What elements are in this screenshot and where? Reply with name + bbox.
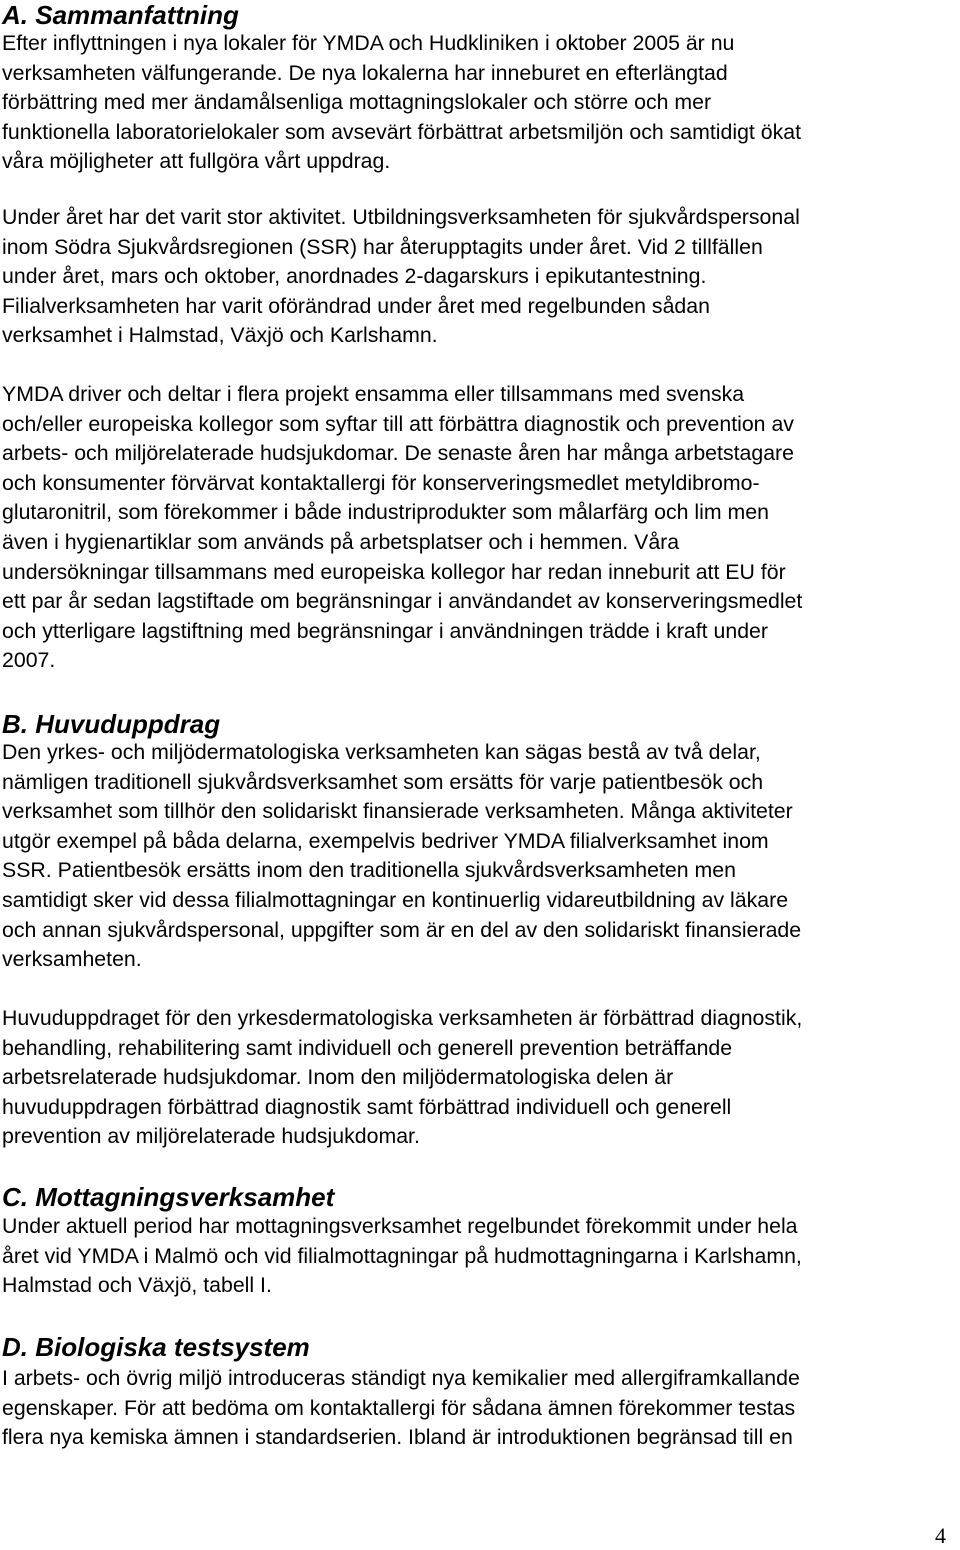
text-line: nämligen traditionell sjukvårdsverksamhet som ersätts för varje patientbesök och bbox=[2, 769, 764, 794]
section-a-paragraph-1 bbox=[2, 29, 960, 177]
text-line: året vid YMDA i Malmö och vid filialmottagningar på hudmottagningarna i Karlshamn, bbox=[2, 1243, 802, 1268]
text-line: och annan sjukvårdspersonal, uppgifter som är en del av den solidariskt finansierade bbox=[2, 917, 802, 942]
text-line: undersökningar tillsammans med europeiska kollegor har redan inneburit att EU för bbox=[2, 559, 786, 584]
section-heading-d: D. Biologiska testsystem bbox=[2, 1332, 310, 1362]
text-line: arbetsrelaterade hudsjukdomar. Inom den miljödermatologiska delen är bbox=[2, 1065, 674, 1090]
text-line: under året, mars och oktober, anordnades 2-dagarskurs i epikutantestning. bbox=[2, 264, 707, 289]
text-line: verksamhet i Halmstad, Växjö och Karlshamn. bbox=[2, 323, 438, 348]
text-line: huvuduppdragen förbättrad diagnostik samt förbättrad individuell och generell bbox=[2, 1094, 732, 1119]
section-heading-a: A. Sammanfattning bbox=[2, 0, 239, 30]
text-line: Under aktuell period har mottagningsverksamhet regelbundet förekommit under hela bbox=[2, 1214, 798, 1238]
text-line: förbättring med mer ändamålsenliga mottagningslokaler och större och mer bbox=[2, 90, 712, 115]
text-line: ett par år sedan lagstiftade om begränsningar i användandet av konserveringsmedlet bbox=[2, 589, 803, 614]
section-a-paragraph-2 bbox=[2, 203, 960, 351]
text-line: Den yrkes- och miljödermatologiska verksamheten kan sägas bestå av två delar, bbox=[2, 740, 761, 764]
text-line: även i hygienartiklar som används på arbetsplatser och i hemmen. Våra bbox=[2, 529, 680, 554]
section-c-paragraph-1 bbox=[2, 1212, 960, 1301]
text-line: flera nya kemiska ämnen i standardserien. Ibland är introduktionen begränsad till en bbox=[2, 1425, 793, 1450]
text-line: Under året har det varit stor aktivitet. Utbildningsverksamheten för sjukvårdspersonal bbox=[2, 205, 800, 229]
section-heading-c: C. Mottagningsverksamhet bbox=[2, 1182, 335, 1212]
text-line: Huvuduppdraget för den yrkesdermatologiska verksamheten är förbättrad diagnostik, bbox=[2, 1006, 803, 1030]
section-d-paragraph-1 bbox=[2, 1364, 960, 1453]
text-line: SSR. Patientbesök ersätts inom den traditionella sjukvårdsverksamheten men bbox=[2, 858, 736, 883]
text-line: Filialverksamheten har varit oförändrad under året med regelbunden sådan bbox=[2, 293, 710, 318]
text-line: samtidigt sker vid dessa filialmottagningar en kontinuerlig vidareutbildning av läkare bbox=[2, 887, 789, 912]
section-b-paragraph-2 bbox=[2, 1004, 960, 1152]
text-line: våra möjligheter att fullgöra vårt uppdrag. bbox=[2, 149, 391, 174]
text-line: och/eller europeiska kollegor som syftar till att förbättra diagnostik och prevention av bbox=[2, 411, 794, 436]
text-line: behandling, rehabilitering samt individuell och generell prevention beträffande bbox=[2, 1035, 733, 1060]
text-line: inom Södra Sjukvårdsregionen (SSR) har återupptagits under året. Vid 2 tillfällen bbox=[2, 234, 763, 259]
text-line: verksamheten. bbox=[2, 947, 142, 972]
text-line: utgör exempel på båda delarna, exempelvis bedriver YMDA filialverksamhet inom bbox=[2, 828, 769, 853]
text-line: verksamhet som tillhör den solidariskt finansierade verksamheten. Många aktiviteter bbox=[2, 799, 793, 824]
section-a-paragraph-3 bbox=[2, 380, 960, 676]
text-line: och konsumenter förvärvat kontaktallergi för konserveringsmedlet metyldibromo- bbox=[2, 470, 760, 495]
page-number: 4 bbox=[935, 1523, 946, 1548]
text-line: och ytterligare lagstiftning med begränsningar i användningen trädde i kraft under bbox=[2, 618, 768, 643]
text-line: I arbets- och övrig miljö introduceras ständigt nya kemikalier med allergiframkallande bbox=[2, 1366, 800, 1390]
section-heading-b: B. Huvuduppdrag bbox=[2, 709, 221, 739]
text-line: glutaronitril, som förekommer i både industriprodukter som målarfärg och lim men bbox=[2, 500, 769, 525]
text-line: YMDA driver och deltar i flera projekt ensamma eller tillsammans med svenska bbox=[2, 382, 745, 406]
text-line: funktionella laboratorielokaler som avsevärt förbättrat arbetsmiljön och samtidigt ökat bbox=[2, 119, 802, 144]
section-b-paragraph-1 bbox=[2, 738, 960, 975]
text-line: prevention av miljörelaterade hudsjukdomar. bbox=[2, 1124, 420, 1149]
text-line: egenskaper. För att bedöma om kontaktallergi för sådana ämnen förekommer testas bbox=[2, 1395, 796, 1420]
text-line: Efter inflyttningen i nya lokaler för YMDA och Hudkliniken i oktober 2005 är nu bbox=[2, 31, 735, 55]
text-line: arbets- och miljörelaterade hudsjukdomar. De senaste åren har många arbetstagare bbox=[2, 441, 794, 466]
text-line: Halmstad och Växjö, tabell I. bbox=[2, 1273, 272, 1298]
text-line: verksamheten välfungerande. De nya lokalerna har inneburet en efterlängtad bbox=[2, 60, 728, 85]
text-line: 2007. bbox=[2, 648, 56, 673]
